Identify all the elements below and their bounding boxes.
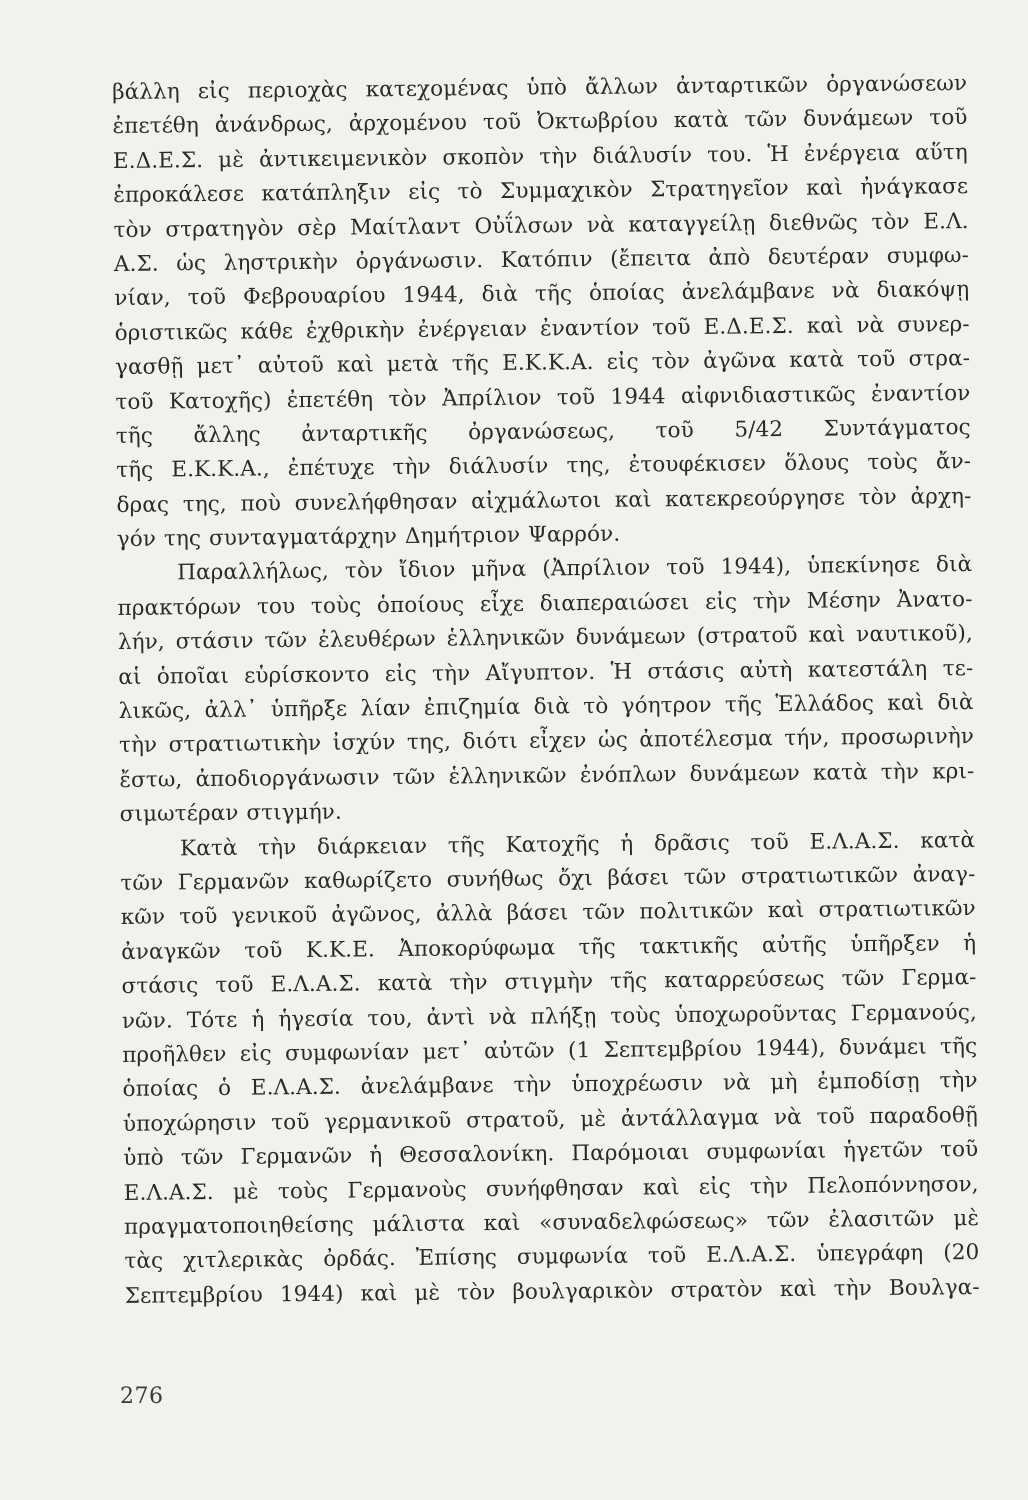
text-line: Σεπτεμβρίου 1944) καὶ μὲ τὸν βουλγαρικὸν στρατὸν καὶ τὴν Βουλγα- [124,1274,980,1309]
page-text [112,67,980,1314]
paragraphs [112,67,980,1314]
text-line: δρας της, ποὺ συνελήφθησαν αἰχμάλωτοι καὶ κατεκρεούργησε τὸν ἀρχη- [116,483,972,518]
text-line: ὁριστικῶς κάθε ἐχθρικὴν ἐνέργειαν ἐναντίον τοῦ Ε.Δ.Ε.Σ. καὶ νὰ συνερ- [114,311,970,346]
text-line: ἔστω, ἀποδιοργάνωσιν τῶν ἑλληνικῶν ἐνόπλων δυνάμεων κατὰ τὴν κρι- [119,758,975,793]
text-line: ὑποχώρησιν τοῦ γερμανικοῦ στρατοῦ, μὲ ἀντάλλαγμα νὰ τοῦ παραδοθῇ [122,1102,979,1137]
text-line: γόν της συνταγματάρχην Δημήτριον Ψαρρόν. [116,521,621,553]
text-line: γασθῇ μετ᾿ αὐτοῦ καὶ μετὰ τῆς Ε.Κ.Κ.Α. εἰς τὸν ἀγῶνα κατὰ τοῦ στρα- [114,346,971,381]
paragraph [112,67,972,557]
text-line: τοῦ Κατοχῆς) ἐπετέθη τὸν Ἀπρίλιον τοῦ 1944 αἰφνιδιαστικῶς ἐναντίον [115,380,971,415]
text-line: Ε.Λ.Α.Σ. μὲ τοὺς Γερμανοὺς συνήφθησαν καὶ εἰς τὴν Πελοπόννησον, [123,1171,979,1206]
text-line: Κατὰ τὴν διάρκειαν τῆς Κατοχῆς ἡ δρᾶσις τοῦ Ε.Λ.Α.Σ. κατὰ [179,827,976,861]
text-line: λήν, στάσιν τῶν ἐλευθέρων ἑλληνικῶν δυνάμεων (στρατοῦ καὶ ναυτικοῦ), [117,621,974,656]
text-line: ὑπὸ τῶν Γερμανῶν ἡ Θεσσαλονίκη. Παρόμοιαι συμφωνίαι ἡγετῶν τοῦ [123,1137,979,1172]
text-line: τῆς ἄλλης ἀνταρτικῆς ὀργανώσεως, τοῦ 5/42 Συντάγματος [115,414,971,449]
text-line: προῆλθεν εἰς συμφωνίαν μετ᾿ αὐτῶν (1 Σεπτεμβρίου 1944), δυνάμει τῆς [122,1033,978,1068]
text-line: τῶν Γερμανῶν καθωρίζετο συνήθως ὄχι βάσει τῶν στρατιωτικῶν ἀναγ- [120,861,976,896]
text-line: τὸν στρατηγὸν σὲρ Μαίτλαντ Οὐΐλσων νὰ καταγγείλῃ διεθνῶς τὸν Ε.Λ. [113,208,969,243]
text-line: Παραλλήλως, τὸν ἴδιον μῆνα (Ἀπρίλιον τοῦ 1944), ὑπεκίνησε διὰ [177,552,973,586]
text-line: Α.Σ. ὡς ληστρικὴν ὀργάνωσιν. Κατόπιν (ἔπειτα ἀπὸ δευτέραν συμφω- [113,242,970,277]
page-number: 276 [120,1384,164,1409]
paragraph [120,824,980,1314]
text-line: ἐπροκάλεσε κατάπληξιν εἰς τὸ Συμμαχικὸν Στρατηγεῖον καὶ ἠνάγκασε [113,174,969,209]
text-line: ἐπετέθη ἀνάνδρως, ἀρχομένου τοῦ Ὀκτωβρίου κατὰ τῶν δυνάμεων τοῦ [112,105,968,140]
text-line: νίαν, τοῦ Φεβρουαρίου 1944, διὰ τῆς ὁποίας ἀνελάμβανε νὰ διακόψῃ [114,277,970,312]
text-line: τὴν στρατιωτικὴν ἰσχύν της, διότι εἶχεν ὡς ἀποτέλεσμα τήν, προσωρινὴν [118,724,975,759]
text-line: πραγματοποιηθείσης μάλιστα καὶ «συναδελφώσεως» τῶν ἐλασιτῶν μὲ [123,1205,980,1240]
text-line: τὰς χιτλερικὰς ὀρδάς. Ἐπίσης συμφωνία τοῦ Ε.Λ.Α.Σ. ὑπεγράφη (20 [124,1240,980,1275]
text-line: τῆς Ε.Κ.Κ.Α., ἐπέτυχε τὴν διάλυσίν της, ἐτουφέκισεν ὅλους τοὺς ἄν- [116,449,972,484]
text-line: ὁποίας ὁ Ε.Λ.Α.Σ. ἀνελάμβανε τὴν ὑποχρέωσιν νὰ μὴ ἐμποδίσῃ τὴν [122,1068,978,1103]
text-line: πρακτόρων του τοὺς ὁποίους εἶχε διαπεραιώσει εἰς τὴν Μέσην Ἀνατο- [117,586,973,621]
text-line: ἀναγκῶν τοῦ Κ.Κ.Ε. Ἀποκορύφωμα τῆς τακτικῆς αὐτῆς ὑπῆρξεν ἡ [121,930,977,965]
text-line: νῶν. Τότε ἡ ἡγεσία του, ἀντὶ νὰ πλήξῃ τοὺς ὑποχωροῦντας Γερμανούς, [121,999,977,1034]
text-line: Ε.Δ.Ε.Σ. μὲ ἀντικειμενικὸν σκοπὸν τὴν διάλυσίν του. Ἡ ἐνέργεια αὕτη [112,139,968,174]
text-line: στάσις τοῦ Ε.Λ.Α.Σ. κατὰ τὴν στιγμὴν τῆς καταρρεύσεως τῶν Γερμα- [121,965,977,1000]
text-line: κῶν τοῦ γενικοῦ ἀγῶνος, ἀλλὰ βάσει τῶν πολιτικῶν καὶ στρατιωτικῶν [120,896,976,931]
text-line: αἱ ὁποῖαι εὑρίσκοντο εἰς τὴν Αἴγυπτον. Ἡ στάσις αὐτὴ κατεστάλη τε- [118,655,974,690]
text-line: σιμωτέραν στιγμήν. [119,799,342,828]
paragraph [117,548,975,832]
text-line: λικῶς, ἀλλ᾿ ὑπῆρξε λίαν ἐπιζημία διὰ τὸ γόητρον τῆς Ἑλλάδος καὶ διὰ [118,690,974,724]
text-line: βάλλη εἰς περιοχὰς κατεχομένας ὑπὸ ἄλλων ἀνταρτικῶν ὀργανώσεων [112,71,968,105]
